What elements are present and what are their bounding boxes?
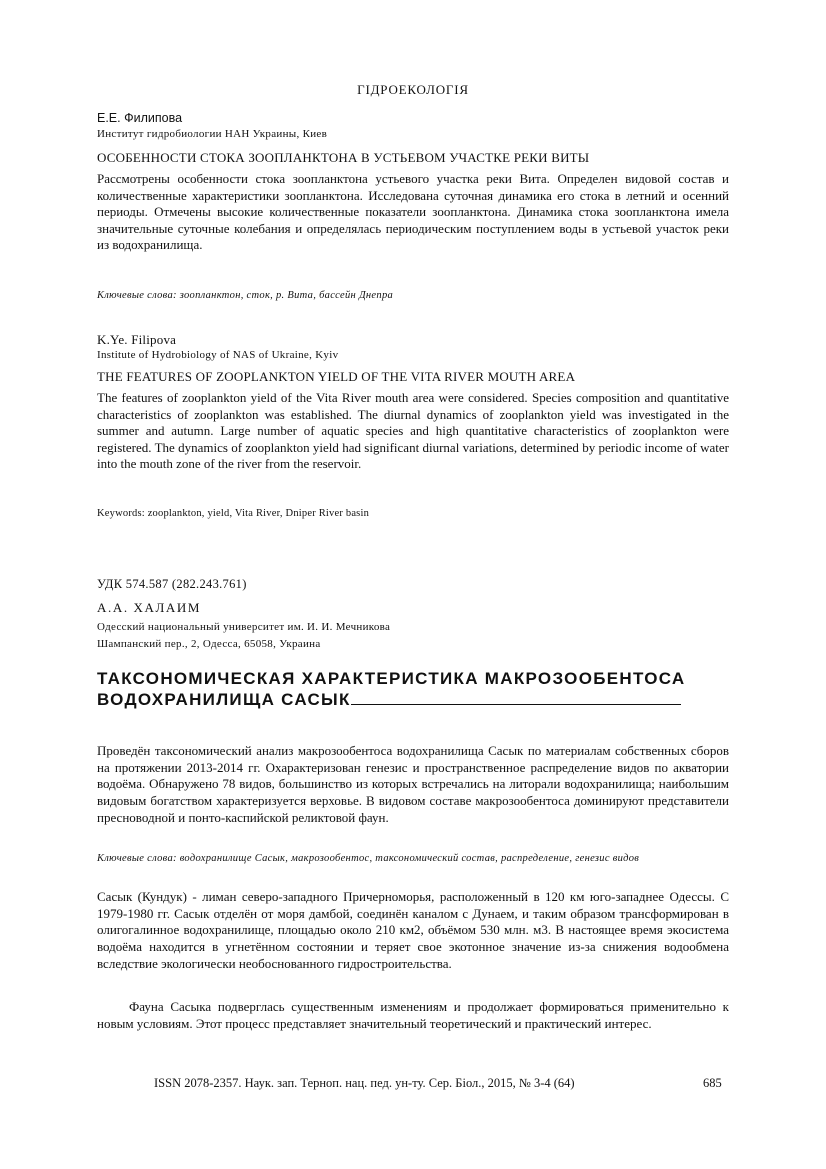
article2-author: А.А. ХАЛАИМ bbox=[97, 600, 202, 615]
article1-title-en: THE FEATURES OF ZOOPLANKTON YIELD OF THE VITA RIVER MOUTH AREA bbox=[97, 369, 576, 384]
article2-title-line2-wrap bbox=[97, 689, 737, 710]
article1-affiliation-ru: Институт гидробиологии НАН Украины, Киев bbox=[97, 128, 328, 140]
article1-keywords-en: Keywords: zooplankton, yield, Vita River, Dniper River basin bbox=[97, 508, 370, 519]
article2-affiliation-line1: Одесский национальный университет им. И. И. Мечникова bbox=[97, 621, 391, 633]
footer-citation: ISSN 2078-2357. Наук. зап. Терноп. нац. пед. ун-ту. Сер. Біол., 2015, № 3-4 (64) bbox=[154, 1076, 575, 1090]
article1-abstract-ru: Рассмотрены особенности стока зоопланктона устьевого участка реки Вита. Определен видовой состав и количественные характеристики зоопланктона. Исследована суточная динамика его стока в летний и осенний периоды. Отмечены высокие количественные показатели зоопланктона. Динамика стока зоопланктона имела значительные суточные колебания и определялась периодическим поступлением воды в устьевой участок реки из водохранилища. bbox=[97, 171, 729, 252]
article1-abstract-en: The features of zooplankton yield of the Vita River mouth area were considered. Species composition and quantitative characteristics of zooplankton was established. The diurnal dynamics of zooplankton yield was investigated in the summer and autumn. Large number of aquatic species and high quantitative characteristics of zooplankton were registered. The dynamics of zooplankton yield had significant diurnal variations, determined by periodic income of water into the mouth zone of the river from the reservoir. bbox=[97, 390, 729, 471]
article2-title bbox=[97, 668, 737, 710]
article2-keywords: Ключевые слова: водохранилище Сасык, макрозообентос, таксономический состав, распределение, генезис видов bbox=[97, 853, 640, 864]
article2-body-paragraph-1: Сасык (Кундук) - лиман северо-западного Причерноморья, расположенный в 120 км юго-западнее Одессы. С 1979-1980 гг. Сасык отделён от моря дамбой, соединён каналом с Дунаем, и таким образом трансформирован в олигогалинное водохранилище, площадью около 210 км2, объёмом 530 млн. м3. В настоящее время экосистема водоёма находится в угнетённом состоянии и теряет свое экотонное значение из-за снижения водообмена вследствие экологически необоснованного гидростроительства. bbox=[97, 889, 729, 971]
article1-author-ru: Е.Е. Филипова bbox=[97, 111, 183, 125]
page-number: 685 bbox=[703, 1076, 722, 1090]
article1-title-ru: ОСОБЕННОСТИ СТОКА ЗООПЛАНКТОНА В УСТЬЕВОМ УЧАСТКЕ РЕКИ ВИТЫ bbox=[97, 150, 590, 165]
article2-udk: УДК 574.587 (282.243.761) bbox=[97, 577, 247, 591]
article2-title-line1: ТАКСОНОМИЧЕСКАЯ ХАРАКТЕРИСТИКА МАКРОЗООБЕНТОСА bbox=[97, 669, 686, 688]
article2-affiliation-line2: Шампанский пер., 2, Одесса, 65058, Украина bbox=[97, 638, 321, 650]
article2-title-line2: ВОДОХРАНИЛИЩА САСЫК bbox=[97, 690, 351, 709]
article2-abstract: Проведён таксономический анализ макрозообентоса водохранилища Сасык по материалам собственных сборов на протяжении 2013-2014 гг. Охарактеризован генезис и пространственное распределение видов по акватории водоёма. Обнаружено 78 видов, большинство из которых встречались на литорали водохранилища; наибольшим видовым богатством характеризуется верховье. В видовом составе макрозообентоса доминируют представители пресноводной и понто-каспийской реликтовой фаун. bbox=[97, 743, 729, 825]
title-underline bbox=[351, 689, 681, 705]
article2-body-paragraph-2: Фауна Сасыка подверглась существенным изменениям и продолжает формироваться применительно к новым условиям. Этот процесс представляет значительный теоретический и практический интерес. bbox=[97, 999, 729, 1031]
article1-author-en: K.Ye. Filipova bbox=[97, 332, 177, 347]
article1-affiliation-en: Institute of Hydrobiology of NAS of Ukraine, Kyiv bbox=[97, 349, 339, 361]
section-header: ГІДРОЕКОЛОГІЯ bbox=[357, 82, 469, 97]
article1-keywords-ru: Ключевые слова: зоопланктон, сток, р. Вита, бассейн Днепра bbox=[97, 290, 394, 301]
